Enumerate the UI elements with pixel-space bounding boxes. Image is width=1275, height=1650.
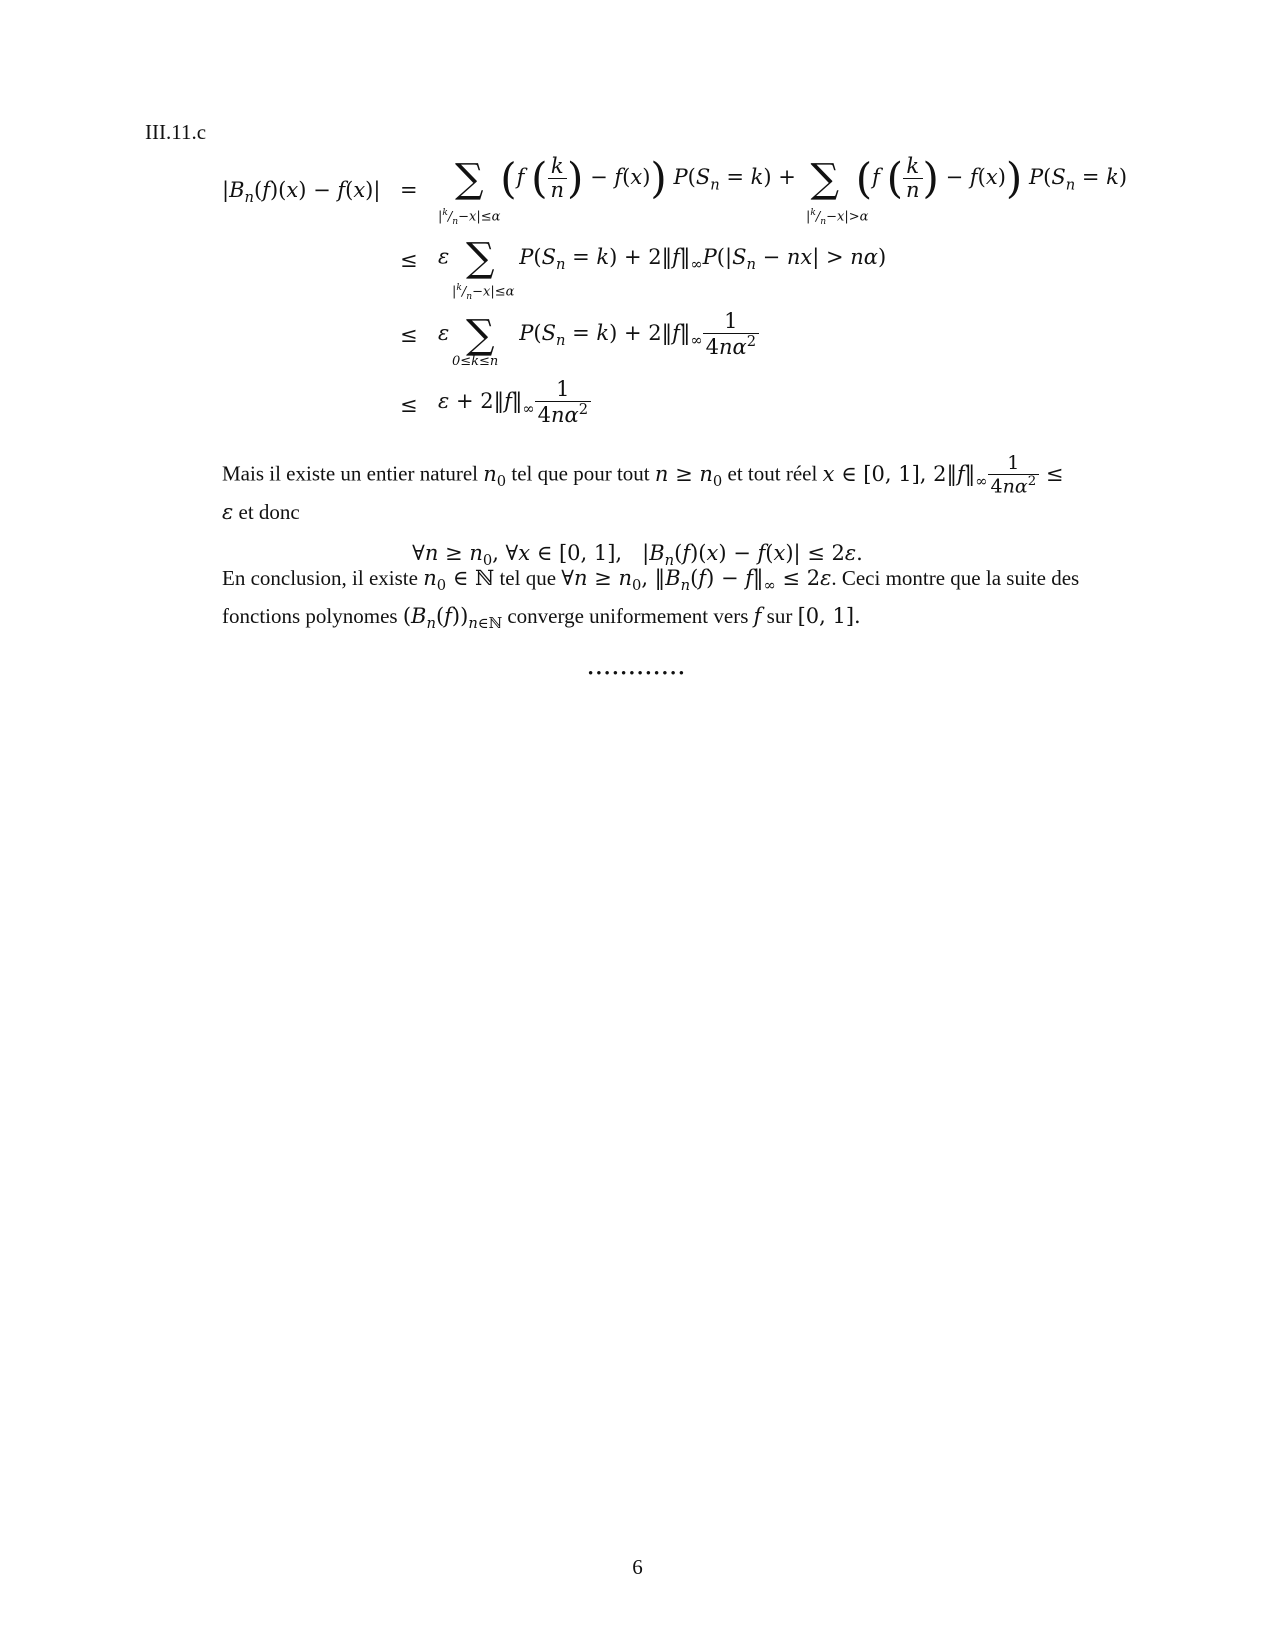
paragraph-existence: Mais il existe un entier naturel $n_0$ tel que pour tout $n \ge n_0$ et tout réel x ∈ [0, 1], $2‖f‖_\infty$ $\frac{1}{4n\alpha^2}$ ≤ ε et donc: [222, 452, 1064, 525]
equation-rhs-4: $\varepsilon + 2‖f‖_\infty$ $\frac{1}{4n\alpha^2}$: [438, 378, 591, 427]
para1-text-a: Mais il existe un entier naturel: [222, 461, 479, 486]
para1-text-b: tel que pour tout: [511, 461, 650, 486]
page-number: 6: [632, 1555, 643, 1579]
equation-relation-4: ≤: [400, 393, 418, 417]
para2-text-a: En conclusion, il existe: [222, 566, 418, 590]
para2-text-e: sur: [766, 604, 793, 629]
equation-rhs-3: ε ∑ $P(S_n = k)$ + $2‖f‖_\infty$ $\frac{1}{4n\alpha^2}$: [438, 310, 759, 359]
para2-text-b: tel que: [499, 566, 557, 590]
sum-index-4: 0≤k≤n: [452, 354, 499, 369]
para2-text-c: . Ceci montre que la suite des fonctions polynomes: [222, 566, 1080, 629]
equation-relation-2: ≤: [400, 248, 418, 272]
paragraph-conclusion: En conclusion, il existe $n_0$ ∈ ℕ tel que ∀n ≥ $n_0$, $‖B_n(f)$ − $f‖_\infty \le 2\varepsilon$. Ceci montre que la suite des fonctions polynomes $(B_n(f))_{n\in ℕ}$ converge uniformement vers f sur [0, 1].: [222, 566, 1080, 633]
para1-text-c: et tout réel: [727, 461, 818, 486]
sum-index-2: $|^k/_n-x|>\alpha$: [806, 208, 869, 227]
sum-index-1: $|^k/_n-x|\le\alpha$: [438, 208, 501, 227]
equation-lhs: $|B_n(f)(x) - f(x)|$: [222, 178, 381, 207]
equation-rhs-2: ε ∑ $P(S_n = k)$ + $2‖f‖_\infty P(|S_n - nx| > n\alpha)$: [438, 235, 887, 281]
equation-array: [0, 0, 1275, 460]
para2-text-d: converge uniformement vers: [507, 604, 749, 629]
para1-text-d: et donc: [238, 500, 300, 525]
equation-rhs-1: ∑ (f ( $\frac{k}{n}$ ) − f(x)) $P(S_n = k)$ + ∑ (f ( $\frac{k}{n}$ ) − f(x)) $P(S_n = k)$: [455, 153, 1128, 203]
sum-index-3: $|^k/_n-x|\le\alpha$: [452, 283, 515, 302]
section-label: III.11.c: [145, 120, 207, 144]
centered-equation: ∀n ≥ $n_0$, ∀x ∈ [0, 1], $|B_n(f)(x) - f(x)| \le 2\varepsilon$.: [412, 541, 863, 570]
equation-relation-1: =: [400, 178, 418, 202]
end-ornament: ••••••••••••: [587, 666, 688, 682]
equation-relation-3: ≤: [400, 323, 418, 347]
